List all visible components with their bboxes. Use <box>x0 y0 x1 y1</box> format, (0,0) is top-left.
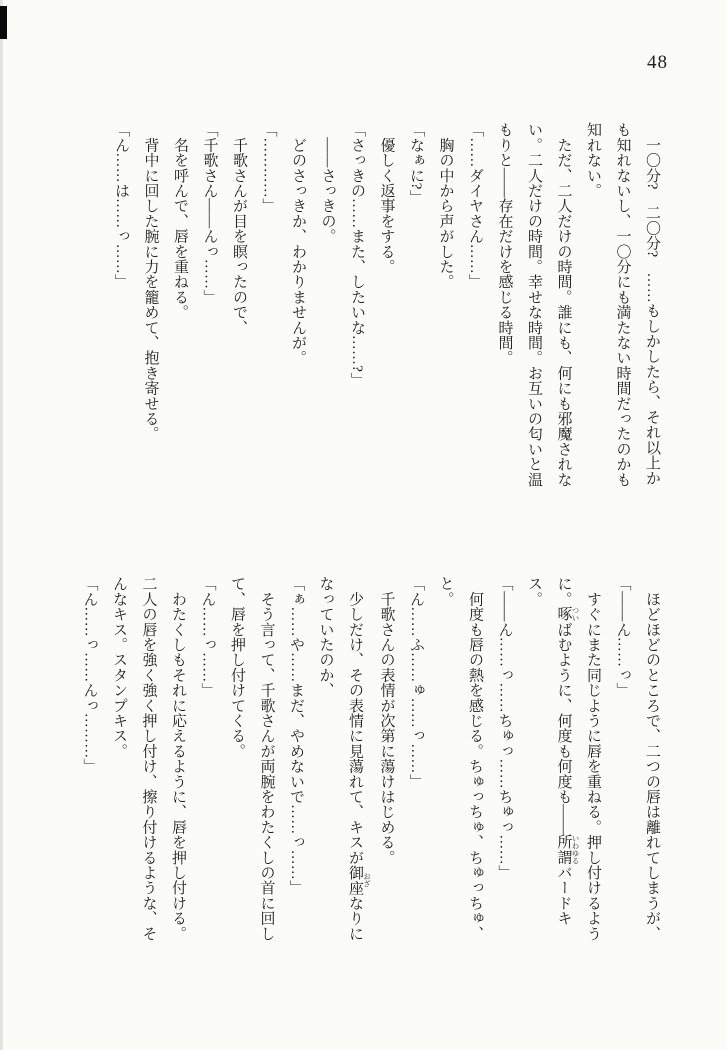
paragraph: すぐにまた同じように唇を重ねる。押し付けるように。啄 ついばむように、何度も何度も――所謂 いわゆるバードキス。 <box>526 576 601 941</box>
paragraph: 名を呼んで、唇を重ねる。 <box>172 122 188 320</box>
paragraph: 胸の中から声がした。 <box>437 122 454 290</box>
paragraph: 背中に回した腕に力を籠めて、抱き寄せる。 <box>142 122 159 442</box>
paragraph: 「――ん……っ……ちゅっ……ちゅっ……」 <box>496 576 513 880</box>
text-block-top <box>106 122 667 500</box>
paragraph: 何度も唇の熱を感じる。ちゅっちゅ、ちゅっちゅ、と。 <box>437 576 483 941</box>
paragraph: 千歌さんが目を瞑ったので、 <box>231 122 247 335</box>
ruby-annotated-word: 御座 おざ <box>347 864 372 896</box>
paragraph: 「――ん……っ」 <box>614 576 631 698</box>
paragraph: 「なぁに?」 <box>408 122 424 205</box>
paragraph: 少しだけ、その表情に見蕩れて、キスが御座 おざなりになっていたのか、 <box>317 576 372 941</box>
paragraph: 一〇分? 二〇分? ……もしかしたら、それ以上かも知れないし、一〇分にも満たない時間だったのかも知れない。 <box>585 122 660 487</box>
paragraph: どのさっきか、わかりませんが。 <box>290 122 306 366</box>
paragraph: 「さっきの……また、したいな……?」 <box>349 122 365 388</box>
paragraph: そう言って、千歌さんが両腕をわたくしの首に回して、唇を押し付けてくる。 <box>229 576 275 941</box>
text-block-bottom <box>74 576 666 954</box>
paragraph: 「千歌さん――んっ……」 <box>201 122 218 305</box>
ruby-annotated-word: 啄 つい <box>555 606 580 622</box>
scan-artifact-mark <box>0 6 7 39</box>
paragraph: 「……ダイヤさん……」 <box>467 122 483 290</box>
paragraph: 「ん……っ……」 <box>199 576 216 698</box>
paragraph: 「…………」 <box>260 122 277 214</box>
paragraph: ――さっきの。 <box>319 122 336 244</box>
paragraph: 「ん……ふ……ゅ……っ……」 <box>408 576 424 789</box>
paragraph: ほどほどのところで、二つの唇は離れてしまうが、 <box>644 576 660 941</box>
paragraph: 千歌さんの表情が次第に蕩けはじめる。 <box>378 576 395 865</box>
paragraph: 優しく返事をする。 <box>378 122 395 274</box>
ruby-annotated-word: 所謂 いわゆる <box>555 834 580 865</box>
paragraph: 「ん……は……っ……」 <box>113 122 129 290</box>
paragraph: ただ、二人だけの時間。誰にも、何にも邪魔されない。二人だけの時間。幸せな時間。お互いの匂いと温もりと――存在だけを感じる時間。 <box>496 122 572 487</box>
paragraph: わたくしもそれに応えるように、唇を押し付ける。二人の唇を強く強く押し付け、擦り付けるような、そんなキス。スタンプキス。 <box>111 576 186 941</box>
paragraph: 「ぁ……や……まだ、やめないで……っ……」 <box>288 576 304 896</box>
page-number: 48 <box>647 52 668 73</box>
page-left-edge <box>0 0 3 1050</box>
paragraph: 「ん……っ……んっ………」 <box>81 576 98 774</box>
